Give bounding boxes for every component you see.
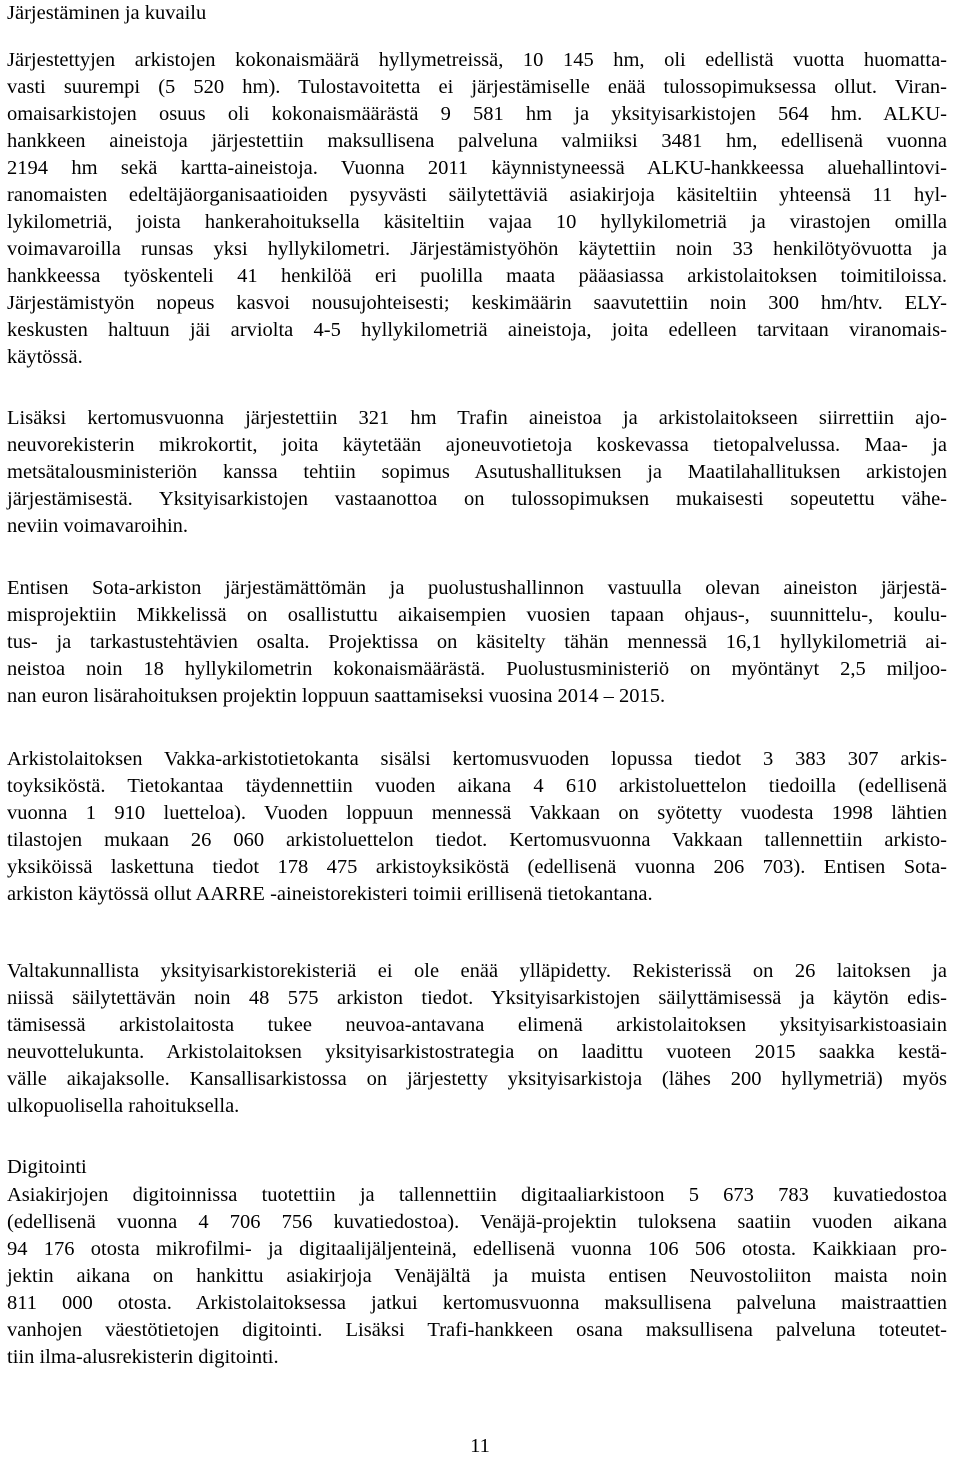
text-line: ulkopuolisella rahoituksella. xyxy=(7,1095,240,1117)
text-line: tilastojen mukaan 26 060 arkistoluettelon tiedot. Kertomusvuonna Vakkaan tallennettiin arkisto- xyxy=(7,829,947,851)
text-line: hankkeessa työskenteli 41 henkilöä eri puolilla maata pääasiassa arkistolaitoksen toimitiloissa. xyxy=(7,265,947,287)
text-line: Lisäksi kertomusvuonna järjestettiin 321 hm Trafin aineistoa ja arkistolaitokseen siirrettiin ajo- xyxy=(7,407,947,429)
text-line: vuonna 1 910 luetteloa). Vuoden loppuun mennessä Vakkaan on syötetty vuodesta 1998 lähtien xyxy=(7,802,947,824)
text-line: käytössä. xyxy=(7,346,83,368)
text-line: vanhojen väestötietojen digitointi. Lisäksi Trafi-hankkeen osana maksullisena palveluna toteutet- xyxy=(7,1319,947,1341)
text-line: omaisarkistojen osuus oli kokonaismäärästä 9 581 hm ja yksityisarkistojen 564 hm. ALKU- xyxy=(7,103,947,125)
text-line: 2194 hm sekä kartta-aineistoja. Vuonna 2011 käynnistyneessä ALKU-hankkeessa aluehallintovi- xyxy=(7,157,947,179)
text-line: lykilometriä, joista hankerahoituksella käsiteltiin vajaa 10 hyllykilometriä ja virastojen omilla xyxy=(7,211,947,233)
text-line: Entisen Sota-arkiston järjestämättömän ja puolustushallinnon vastuulla olevan aineiston järjestä- xyxy=(7,577,947,599)
text-line: vasti suurempi (5 520 hm). Tulostavoitetta ei järjestämiselle enää tulossopimuksessa ollut. Viran- xyxy=(7,76,947,98)
text-line: välle aikajaksolle. Kansallisarkistossa on järjestetty yksityisarkistoja (lähes 200 hyllymetriä) myös xyxy=(7,1068,947,1090)
text-line: järjestämisestä. Yksityisarkistojen vastaanottoa on tulossopimuksen mukaisesti sopeutettu vähe- xyxy=(7,488,947,510)
text-line: tus- ja tarkastustehtävien osalta. Projektissa on käsitelty tähän mennessä 16,1 hyllykilometriä ai- xyxy=(7,631,947,653)
text-line: niissä säilytettävän noin 48 575 arkiston tiedot. Yksityisarkistojen säilyttämisessä ja käytön edis- xyxy=(7,987,947,1009)
text-line: neviin voimavaroihin. xyxy=(7,515,189,537)
subheading-digitointi: Digitointi xyxy=(7,1156,87,1178)
text-line: misprojektiin Mikkelissä on osallistuttu aikaisempien vuosien tapaan ohjaus-, suunnittelu-, koulu- xyxy=(7,604,947,626)
text-line: nan euron lisärahoituksen projektin loppuun saattamiseksi vuosina 2014 – 2015. xyxy=(7,685,666,707)
text-line: neuvottelukunta. Arkistolaitoksen yksityisarkistostrategia on laadittu vuoteen 2015 saakka kestä- xyxy=(7,1041,947,1063)
text-line: tiin ilma-alusrekisterin digitointi. xyxy=(7,1346,279,1368)
text-line: tämisessä arkistolaitosta tukee neuvoa-antavana elimenä arkistolaitoksen yksityisarkistoasiain xyxy=(7,1014,947,1036)
text-line: jektin aikana on hankittu asiakirjoja Venäjältä ja muista entisen Neuvostoliiton maista noin xyxy=(7,1265,947,1287)
text-line: metsätalousministeriön kanssa tehtiin sopimus Asutushallituksen ja Maatilahallituksen arkistojen xyxy=(7,461,947,483)
text-line: neuvorekisterin mikrokortit, joita käytetään ajoneuvotietoja koskevassa tietopalvelussa. Maa- ja xyxy=(7,434,947,456)
text-line: Asiakirjojen digitoinnissa tuotettiin ja tallennettiin digitaaliarkistoon 5 673 783 kuvatiedostoa xyxy=(7,1184,947,1206)
text-line: keskusten haltuun jäi arviolta 4-5 hyllykilometriä aineistoja, joita edelleen tarvitaan viranomais- xyxy=(7,319,947,341)
text-line: Arkistolaitoksen Vakka-arkistotietokanta sisälsi kertomusvuoden lopussa tiedot 3 383 307 arkis- xyxy=(7,748,947,770)
text-line: yksiköissä laskettuna tiedot 178 475 arkistoyksiköstä (edellisenä vuonna 206 703). Entisen Sota- xyxy=(7,856,947,878)
section-heading: Järjestäminen ja kuvailu xyxy=(7,2,207,24)
text-line: Valtakunnallista yksityisarkistorekisteriä ei ole enää ylläpidetty. Rekisterissä on 26 laitoksen ja xyxy=(7,960,947,982)
text-line: voimavaroilla runsas yksi hyllykilometri. Järjestämistyöhön käytettiin noin 33 henkilötyövuotta ja xyxy=(7,238,947,260)
text-line: ranomaisten edeltäjäorganisaatioiden pysyvästi säilytettäviä asiakirjoja käsiteltiin yhteensä 11 hyl- xyxy=(7,184,947,206)
text-line: (edellisenä vuonna 4 706 756 kuvatiedostoa). Venäjä-projektin tuloksena saatiin vuoden aikana xyxy=(7,1211,947,1233)
text-line: 94 176 otosta mikrofilmi- ja digitaalijäljenteinä, edellisenä vuonna 106 506 otosta. Kaikkiaan pro- xyxy=(7,1238,947,1260)
text-line: 811 000 otosta. Arkistolaitoksessa jatkui kertomusvuonna maksullisena palveluna maistraattien xyxy=(7,1292,947,1314)
text-line: Järjestämistyön nopeus kasvoi nousujohteisesti; keskimäärin saavutettiin noin 300 hm/htv. ELY- xyxy=(7,292,947,314)
text-line: Järjestettyjen arkistojen kokonaismäärä hyllymetreissä, 10 145 hm, oli edellistä vuotta huomatta- xyxy=(7,49,947,71)
text-line: neistoa noin 18 hyllykilometrin kokonaismäärästä. Puolustusministeriö on myöntänyt 2,5 miljoo- xyxy=(7,658,947,680)
text-line: hankkeen aineistoja järjestettiin maksullisena palveluna valmiiksi 3481 hm, edellisenä vuonna xyxy=(7,130,947,152)
text-line: arkiston käytössä ollut AARRE -aineistorekisteri toimii erillisenä tietokantana. xyxy=(7,883,653,905)
text-line: toyksiköstä. Tietokantaa täydennettiin vuoden aikana 4 610 arkistoluettelon tiedoilla (edellisenä xyxy=(7,775,947,797)
page-number: 11 xyxy=(470,1435,490,1457)
